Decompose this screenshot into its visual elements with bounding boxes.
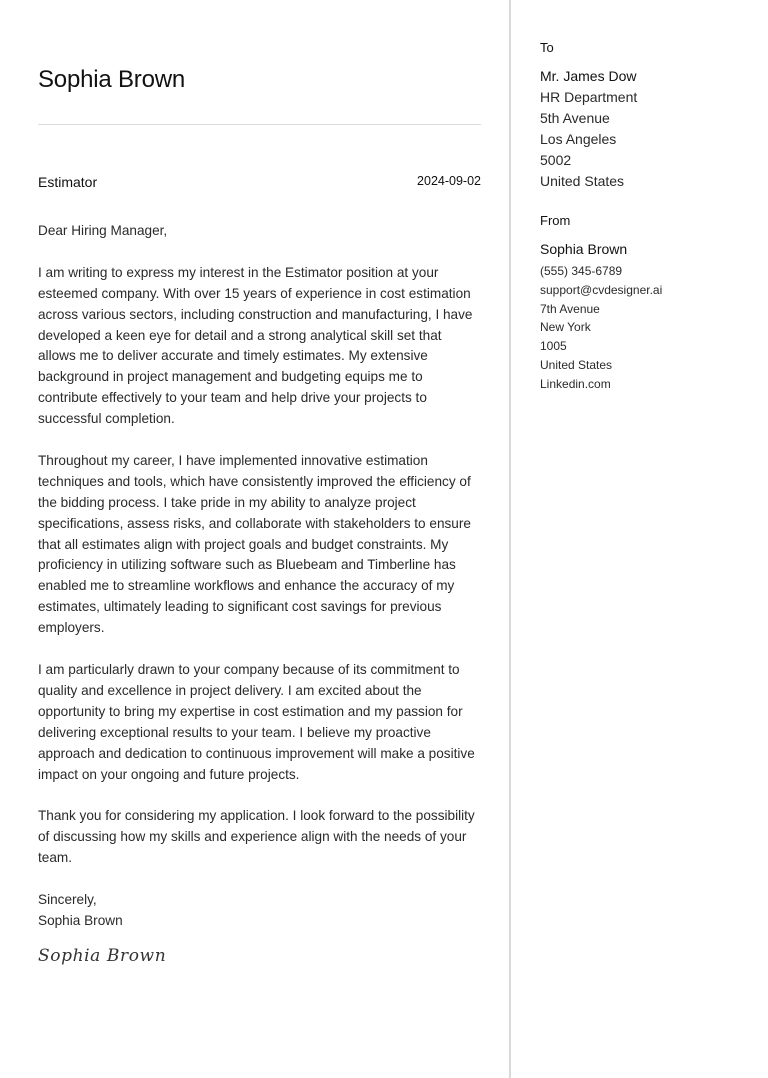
sender-linkedin: Linkedin.com bbox=[540, 376, 611, 391]
sender-contact-name: Sophia Brown bbox=[540, 241, 628, 257]
letter-date: 2024-09-02 bbox=[417, 174, 481, 188]
recipient-line: United States bbox=[540, 173, 625, 189]
to-label: To bbox=[540, 40, 554, 55]
body-paragraph-3: I am particularly drawn to your company because of its commitment to quality and excellence in project delivery. I am excited about the opportunity to bring my expertise in cost estimation and my passion for delivering exceptional results to your team. I believe my proactive approach and dedication to continuous improvement will make a positive impact on your ongoing and future projects. bbox=[38, 661, 475, 782]
job-title: Estimator bbox=[38, 174, 98, 190]
letter-body bbox=[38, 221, 481, 967]
sender-postcode: 1005 bbox=[540, 339, 567, 354]
closing-name: Sophia Brown bbox=[38, 912, 123, 928]
sender-name-heading: Sophia Brown bbox=[38, 66, 186, 93]
body-paragraph-2: Throughout my career, I have implemented innovative estimation techniques and tools, which have consistently improved the efficiency of the bidding process. I take pride in my ability to analyze project specifications, assess risks, and collaborate with stakeholders to ensure that all estimates align with project goals and budget constraints. My proficiency in utilizing software such as Bluebeam and Timberline has enabled me to streamline workflows and enhance the accuracy of my estimates, ultimately leading to significant cost savings for previous employers. bbox=[38, 452, 471, 636]
recipient-name: Mr. James Dow bbox=[540, 68, 637, 84]
sender-email: support@cvdesigner.ai bbox=[540, 282, 663, 297]
handwritten-signature: Sophia Brown bbox=[38, 945, 167, 966]
body-paragraph-1: I am writing to express my interest in the Estimator position at your esteemed company. With over 15 years of experience in cost estimation across various sectors, including construction and manufacturing, I have developed a keen eye for detail and a strong analytical skill set that allows me to deliver accurate and timely estimates. My extensive background in project management and budgeting equips me to contribute effectively to your team and help drive your projects to successful completion. bbox=[38, 264, 473, 427]
column-divider bbox=[509, 0, 511, 1078]
recipient-line: HR Department bbox=[540, 89, 638, 105]
recipient-line: 5th Avenue bbox=[540, 110, 610, 126]
recipient-line: 5002 bbox=[540, 152, 572, 168]
from-label: From bbox=[540, 213, 571, 228]
sender-country: United States bbox=[540, 357, 613, 372]
salutation: Dear Hiring Manager, bbox=[38, 223, 168, 238]
sender-contact-block bbox=[540, 240, 662, 394]
sender-phone: (555) 345-6789 bbox=[540, 264, 623, 278]
closing: Sincerely, bbox=[38, 891, 97, 907]
recipient-block bbox=[540, 66, 637, 192]
sender-street: 7th Avenue bbox=[540, 301, 600, 316]
header-divider bbox=[38, 124, 481, 125]
recipient-line: Los Angeles bbox=[540, 131, 617, 147]
body-paragraph-4: Thank you for considering my application. I look forward to the possibility of discussing how my skills and experience align with the needs of your team. bbox=[38, 808, 475, 866]
sender-city: New York bbox=[540, 320, 591, 335]
